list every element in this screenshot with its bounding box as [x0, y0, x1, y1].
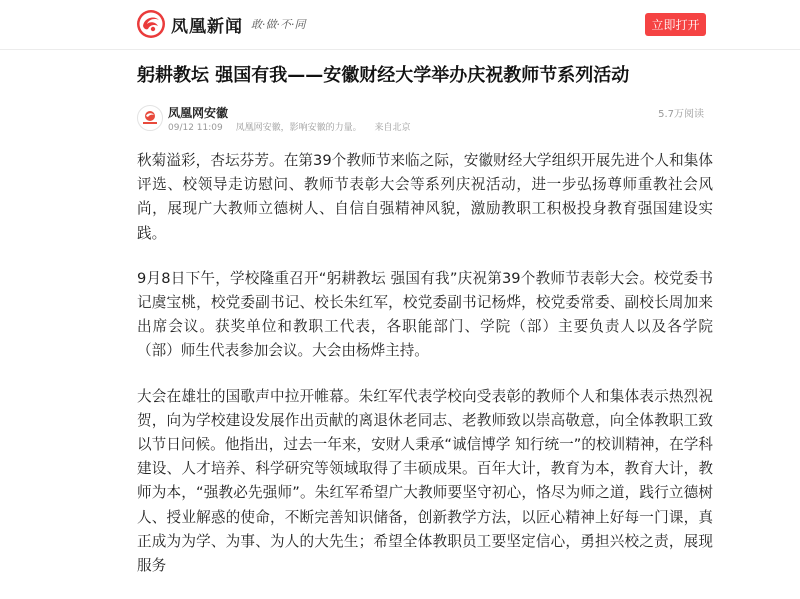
app-name: 凤凰新闻 [171, 16, 243, 37]
paragraph: 秋菊溢彩，杏坛芬芳。在第39个教师节来临之际，安徽财经大学组织开展先进个人和集体评选、校领导走访慰问、教师节表彰大会等系列庆祝活动，进一步弘扬尊师重教社会风尚，展现广大教师立德树人、自信自强精神风貌，激励教职工积极投身教育强国建设实践。 [137, 152, 713, 242]
paragraph: 大会在雄壮的国歌声中拉开帷幕。朱红军代表学校向受表彰的教师个人和集体表示热烈祝贺，向为学校建设发展作出贡献的离退休老同志、老教师致以崇高敬意，向全体教职工致以节日问候。他指出，过去一年来，安财人秉承“诚信博学 知行统一”的校训精神，在学科建设、人才培养、科学研究等领域取得了丰硕成果。百年大计，教育为本，教育大计，教师为本，“强教必先强师”。朱红军希望广大教师要坚守初心，恪尽为师之道，践行立德树人、授业解惑的使命，不断完善知识储备，创新教学方法，以匠心精神上好每一门课，真正成为为学、为事、为人的大先生；希望全体教职员工要坚定信心，勇担兴校之责，展现服务 [137, 387, 713, 575]
app-slogan: 敢·做·不·同 [251, 18, 306, 31]
source-avatar[interactable] [137, 105, 163, 131]
article-meta [168, 120, 421, 133]
paragraph: 9月8日下午，学校隆重召开“躬耕教坛 强国有我”庆祝第39个教师节表彰大会。校党委书记虞宝桃，校党委副书记、校长朱红军，校党委副书记杨烨，校党委常委、副校长周加来出席会议。获奖单位和教职工代表，各职能部门、学院（部）主要负责人以及各学院（部）师生代表参加会议。大会由杨烨主持。 [137, 269, 713, 360]
app-logo[interactable] [136, 9, 306, 39]
publish-location: 来自北京 [374, 123, 411, 133]
top-bar [0, 0, 800, 50]
article-body [137, 149, 713, 599]
source-description: 凤凰网安徽，影响安徽的力量。 [235, 123, 362, 133]
read-count: 5.7万阅读 [658, 109, 704, 120]
publish-date: 09/12 11:09 [168, 123, 223, 133]
open-app-button[interactable]: 立即打开 [645, 13, 706, 36]
phoenix-logo-icon [136, 9, 166, 39]
source-name[interactable]: 凤凰网安徽 [168, 106, 229, 120]
article-title: 躬耕教坛 强国有我——安徽财经大学举办庆祝教师节系列活动 [137, 65, 630, 86]
source-avatar-icon [141, 109, 159, 127]
